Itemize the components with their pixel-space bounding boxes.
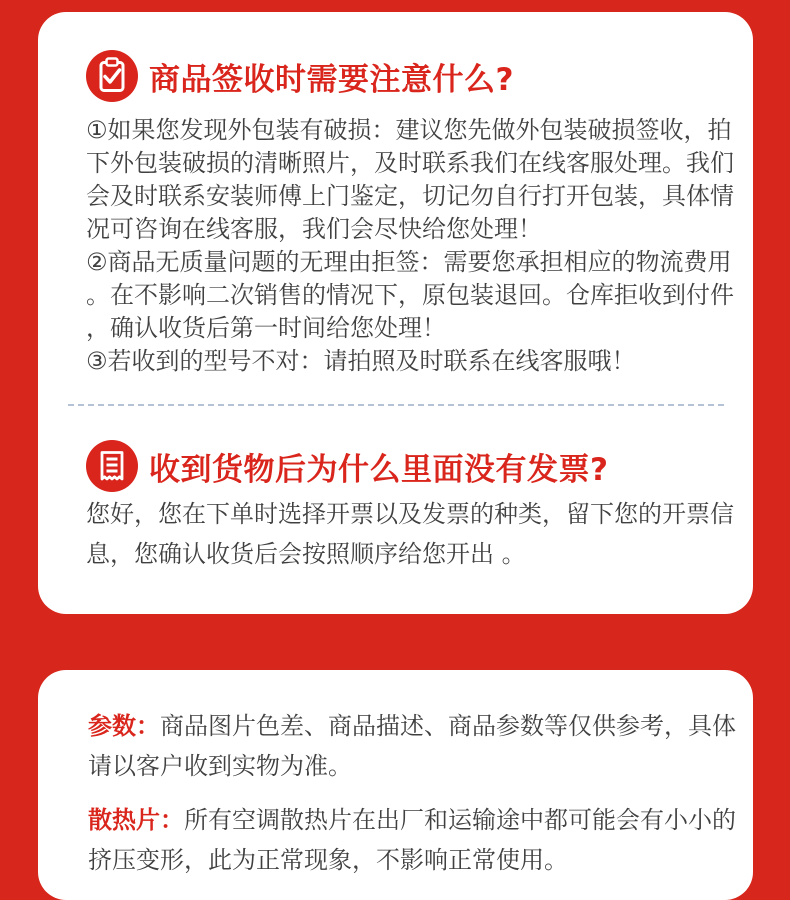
notice-text: 所有空调散热片在出厂和运输途中都可能会有小小的挤压变形，此为正常现象，不影响正常使用。 (88, 806, 736, 874)
notice-paragraph-params (88, 706, 740, 786)
faq-answer-text: 您好，您在下单时选择开票以及发票的种类，留下您的开票信 息，您确认收货后会按照顺序给您开出 。 (86, 500, 734, 568)
faq-section-invoice-header (86, 440, 738, 492)
faq-question-title: 商品签收时需要注意什么? (149, 61, 514, 98)
notice-label: 参数： (88, 712, 160, 740)
dashed-divider (68, 404, 724, 406)
faq-card (38, 12, 753, 614)
notice-label: 散热片： (88, 806, 184, 834)
notice-paragraph-heatsink (88, 800, 740, 880)
notice-text: 商品图片色差、商品描述、商品参数等仅供参考，具体请以客户收到实物为准。 (88, 712, 736, 780)
receipt-icon (86, 440, 138, 492)
faq-question-title: 收到货物后为什么里面没有发票? (149, 451, 609, 488)
clipboard-check-icon (86, 50, 138, 102)
faq-section-signing-header (86, 50, 738, 102)
notice-card (38, 670, 753, 900)
faq-answer-text: ①如果您发现外包装有破损：建议您先做外包装破损签收，拍 下外包装破损的清晰照片，及时联系我们在线客服处理。我们 会及时联系安装师傅上门鉴定，切记勿自行打开包装，具体情 况可咨询在线客服，我们会尽快给您处理！ ②商品无质量问题的无理由拒签：需要您承担相应的物流费用 。在不影响二次销售的情况下，原包装退回。仓库拒收到付件 ，确认收货后第一时间给您处理！ ③若收到的型号不对：请拍照及时联系在线客服哦！ (86, 116, 734, 375)
